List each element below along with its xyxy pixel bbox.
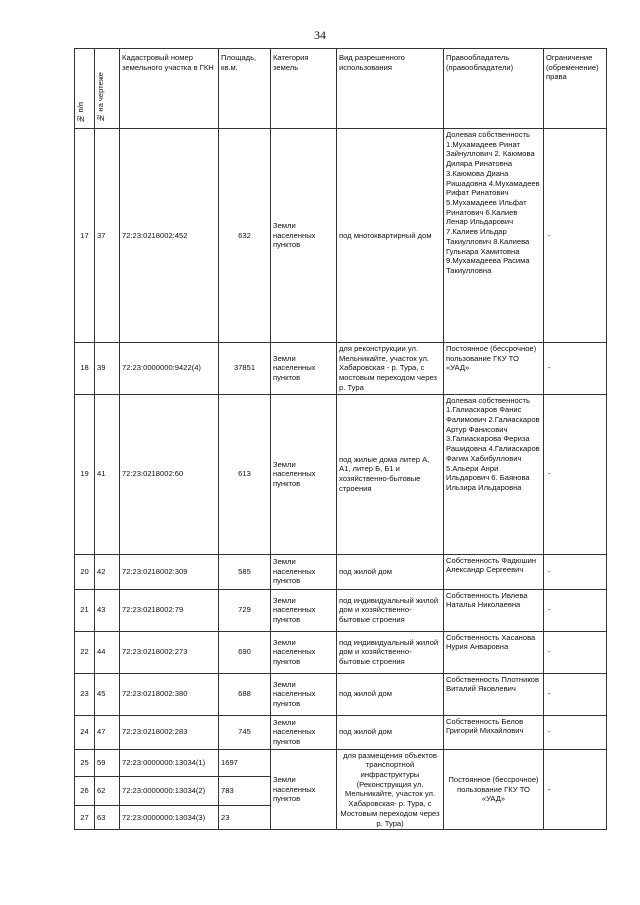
row-number: 20 xyxy=(75,554,95,589)
row-number: 21 xyxy=(75,589,95,631)
header-cadastral: Кадастровый номер земельного участка в ГКН xyxy=(120,49,219,129)
restriction: - xyxy=(544,631,607,673)
permitted-use: под многоквартирный дом xyxy=(337,129,444,343)
cadastral-number: 72:23:0000000:13034(2) xyxy=(120,776,219,805)
permitted-use: под жилой дом xyxy=(337,554,444,589)
right-holder: Постоянное (бессрочное) пользование ГКУ ТО «УАД» xyxy=(444,343,544,395)
restriction: - xyxy=(544,554,607,589)
area-value: 690 xyxy=(219,631,271,673)
right-holder: Собственность Ивлева Наталья Николаевна xyxy=(444,589,544,631)
restriction: - xyxy=(544,343,607,395)
row-number: 25 xyxy=(75,749,95,776)
table-row xyxy=(75,129,607,343)
restriction: - xyxy=(544,673,607,715)
right-holder: Собственность Плотников Виталий Яковлевич xyxy=(444,673,544,715)
header-drawing: № на чертеже xyxy=(96,72,105,123)
area-value: 632 xyxy=(219,129,271,343)
restriction: - xyxy=(544,749,607,830)
permitted-use: под жилые дома литер А, А1, литер Б, Б1 и хозяйственно-бытовые строения xyxy=(337,394,444,554)
land-category: Земли населенных пунктов xyxy=(271,589,337,631)
right-holder: Собственность Белов Григорий Михайлович xyxy=(444,715,544,749)
drawing-number: 63 xyxy=(95,806,120,830)
area-value: 729 xyxy=(219,589,271,631)
permitted-use: для реконструкции ул. Мельникайте, участок ул. Хабаровская - р. Тура, с мостовым переходом через р. Тура xyxy=(337,343,444,395)
restriction: - xyxy=(544,129,607,343)
row-number: 22 xyxy=(75,631,95,673)
drawing-number: 44 xyxy=(95,631,120,673)
drawing-number: 43 xyxy=(95,589,120,631)
restriction: - xyxy=(544,589,607,631)
row-number: 19 xyxy=(75,394,95,554)
land-plots-table xyxy=(74,48,607,830)
table-row xyxy=(75,394,607,554)
header-restriction: Ограничение (обременение) права xyxy=(544,49,607,129)
cadastral-number: 72:23:0218002:309 xyxy=(120,554,219,589)
area-value: 688 xyxy=(219,673,271,715)
header-num: № п/п xyxy=(76,101,85,123)
table-row xyxy=(75,715,607,749)
area-value: 23 xyxy=(219,806,271,830)
cadastral-number: 72:23:0218002:283 xyxy=(120,715,219,749)
header-use: Вид разрешенного использования xyxy=(337,49,444,129)
cadastral-number: 72:23:0000000:13034(1) xyxy=(120,749,219,776)
drawing-number: 41 xyxy=(95,394,120,554)
land-category: Земли населенных пунктов xyxy=(271,673,337,715)
area-value: 37851 xyxy=(219,343,271,395)
header-area: Площадь, кв.м. xyxy=(219,49,271,129)
area-value: 1697 xyxy=(219,749,271,776)
right-holder: Собственность Фадюшин Александр Сергеевич xyxy=(444,554,544,589)
cadastral-number: 72:23:0218002:452 xyxy=(120,129,219,343)
area-value: 585 xyxy=(219,554,271,589)
row-number: 18 xyxy=(75,343,95,395)
drawing-number: 42 xyxy=(95,554,120,589)
land-category: Земли населенных пунктов xyxy=(271,715,337,749)
table-row xyxy=(75,343,607,395)
drawing-number: 37 xyxy=(95,129,120,343)
restriction: - xyxy=(544,394,607,554)
header-category: Категория земель xyxy=(271,49,337,129)
header-row xyxy=(75,49,607,129)
permitted-use: под жилой дом xyxy=(337,715,444,749)
permitted-use: под жилой дом xyxy=(337,673,444,715)
permitted-use: под индивидуальный жилой дом и хозяйственно-бытовые строения xyxy=(337,631,444,673)
land-category: Земли населенных пунктов xyxy=(271,343,337,395)
right-holder: Долевая собственность 1.Мухамадеев Ринат Зайнуллович 2. Каюмова Диляра Ринатовна 3.Каюмова Диана Ришадовна 4.Мухамадеев Рифат Ринатович 5.Мухамадеев Ильфат Ринатович 6.Калиев Ленар Ильдарович 7.Калиев Ильдар Такиуллович 8.Калиева Гульнара Хамитовна 9.Мухамадеева Расима Такиулловна xyxy=(444,129,544,343)
permitted-use: под индивидуальный жилой дом и хозяйственно-бытовые строения xyxy=(337,589,444,631)
row-number: 26 xyxy=(75,776,95,805)
table-row xyxy=(75,589,607,631)
right-holder: Постоянное (бессрочное) пользование ГКУ ТО «УАД» xyxy=(444,749,544,830)
land-category: Земли населенных пунктов xyxy=(271,749,337,830)
cadastral-number: 72:23:0218002:60 xyxy=(120,394,219,554)
cadastral-number: 72:23:0218002:380 xyxy=(120,673,219,715)
area-value: 745 xyxy=(219,715,271,749)
land-category: Земли населенных пунктов xyxy=(271,554,337,589)
drawing-number: 59 xyxy=(95,749,120,776)
row-number: 17 xyxy=(75,129,95,343)
cadastral-number: 72:23:0218002:273 xyxy=(120,631,219,673)
cadastral-number: 72:23:0000000:9422(4) xyxy=(120,343,219,395)
land-category: Земли населенных пунктов xyxy=(271,129,337,343)
land-category: Земли населенных пунктов xyxy=(271,394,337,554)
drawing-number: 39 xyxy=(95,343,120,395)
header-cell xyxy=(95,49,120,129)
permitted-use: для размещения объектов транспортной инфраструктуры (Реконструкция ул. Мельникайте, участок ул. Хабаровская- р. Тура, с Мостовым переходом через р. Тура) xyxy=(337,749,444,830)
drawing-number: 47 xyxy=(95,715,120,749)
restriction: - xyxy=(544,715,607,749)
area-value: 783 xyxy=(219,776,271,805)
row-number: 24 xyxy=(75,715,95,749)
row-number: 23 xyxy=(75,673,95,715)
table-row xyxy=(75,749,607,776)
table-row xyxy=(75,554,607,589)
header-owner: Правообладатель (правообладатели) xyxy=(444,49,544,129)
cadastral-number: 72:23:0218002:79 xyxy=(120,589,219,631)
header-cell xyxy=(75,49,95,129)
drawing-number: 45 xyxy=(95,673,120,715)
right-holder: Долевая собственность 1.Галиаскаров Фанис Фалимович 2.Галиаскаров Артур Фанисович 3.Галиаскарова Фериза Рашидовна 4.Галиаскаров Фагим Хабибуллович 5.Альеpи Анри Ильдарович 6. Баянова Ильзира Ильдаровна xyxy=(444,394,544,554)
drawing-number: 62 xyxy=(95,776,120,805)
table-row xyxy=(75,631,607,673)
right-holder: Собственность Хасанова Нурия Анваровна xyxy=(444,631,544,673)
cadastral-number: 72:23:0000000:13034(3) xyxy=(120,806,219,830)
land-category: Земли населенных пунктов xyxy=(271,631,337,673)
area-value: 613 xyxy=(219,394,271,554)
row-number: 27 xyxy=(75,806,95,830)
table-row xyxy=(75,673,607,715)
page-number: 34 xyxy=(314,28,326,42)
